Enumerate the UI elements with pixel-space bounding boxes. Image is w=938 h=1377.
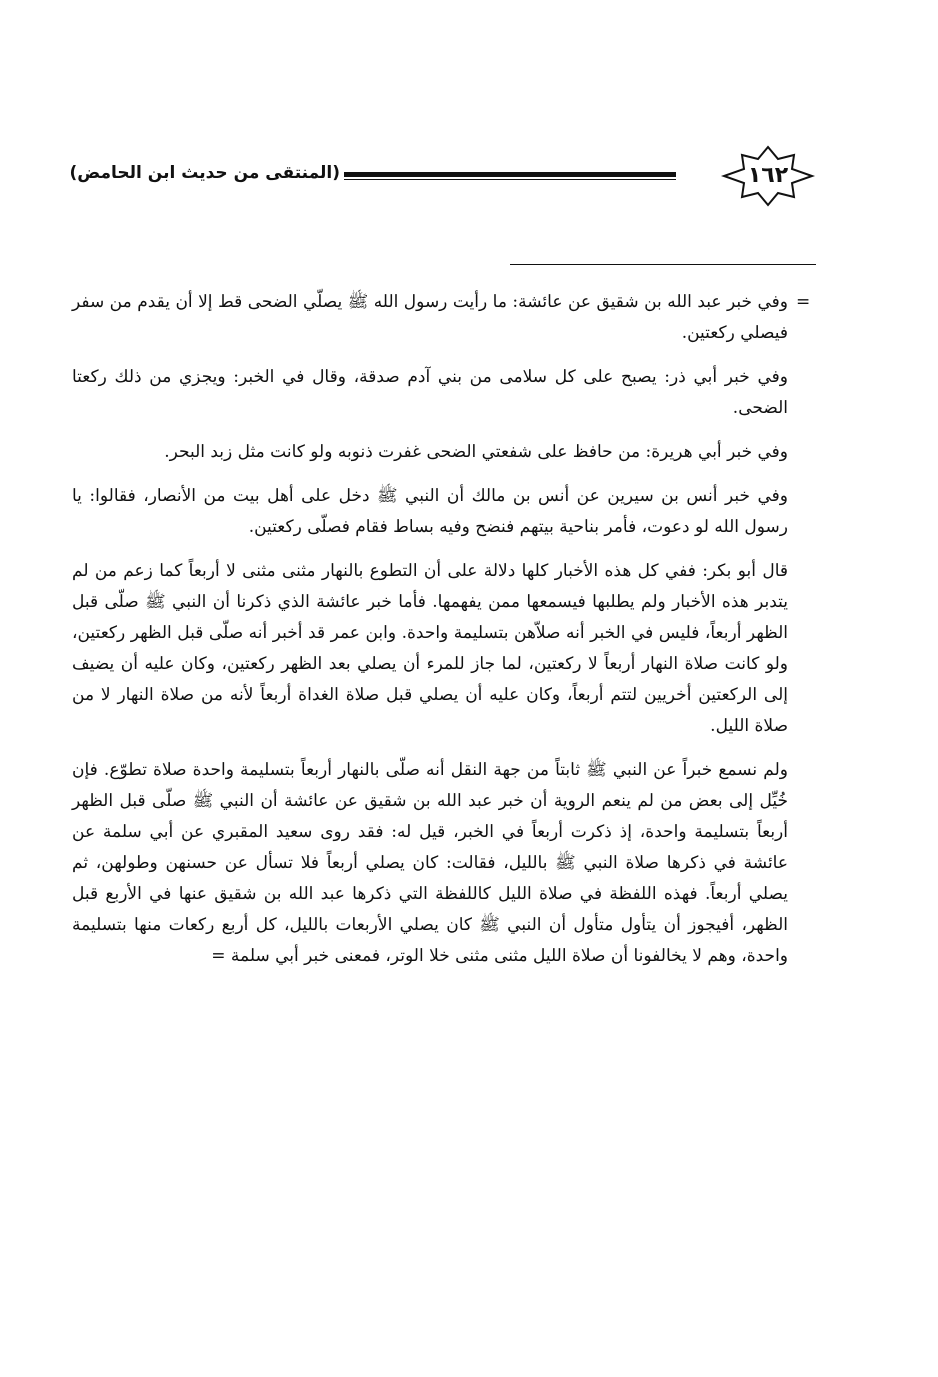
paragraph: وفي خبر أنس بن سيرين عن أنس بن مالك أن النبي ﷺ دخل على أهل بيت من الأنصار، فقالوا: يا رسول الله لو دعوت، فأمر بناحية بيتهم فنضح وفيه بساط فقام فصلّى ركعتين. [72, 486, 788, 537]
page-number: ١٦٢ [747, 163, 789, 188]
page-number-badge [720, 145, 816, 207]
paragraph: وفي خبر أبي هريرة: من حافظ على شفعتي الضحى غفرت ذنوبه ولو كانت مثل زبد البحر. [164, 442, 788, 462]
paragraph: وفي خبر أبي ذر: يصبح على كل سلامى من بني آدم صدقة، وقال في الخبر: ويجزي من ذلك ركعتا الضحى. [72, 367, 788, 418]
paragraph: ولم نسمع خبراً عن النبي ﷺ ثابتاً من جهة النقل أنه صلّى بالنهار أربعاً بتسليمة واحدة صلاة تطوّع. فإن خُيِّل إلى بعض من لم ينعم الروية أن خبر عبد الله بن شقيق عن عائشة أن النبي ﷺ صلّى قبل الظهر أربعاً بتسليمة واحدة، إذ ذكرت أربعاً في الخبر، قيل له: فقد روى سعيد المقبري عن أبي سلمة عن عائشة في ذكرها صلاة النبي ﷺ بالليل، فقالت: كان يصلي أربعاً فلا تسأل عن حسنهن وطولهن، ثم يصلي أربعاً. فهذه اللفظة في صلاة الليل كاللفظة التي ذكرها عبد الله بن شقيق عنها في الأربع قبل الظهر، أفيجوز أن يتأول متأول أن النبي ﷺ كان يصلي الأربعات بالليل، كل أربع ركعات منها بتسليمة واحدة، وهم لا يخالفونا أن صلاة الليل مثنى مثنى خلا الوتر، فمعنى خبر أبي سلمة = [72, 760, 788, 966]
continuation-mark-start: = [796, 292, 811, 312]
body-text [72, 287, 788, 985]
paragraph: قال أبو بكر: ففي كل هذه الأخبار كلها دلالة على أن التطوع بالنهار مثنى مثنى لا أربعاً كما زعم من لم يتدبر هذه الأخبار ولم يطلبها فيسمعها ممن يفهمها. فأما خبر عائشة الذي ذكرنا أن النبي ﷺ صلّى قبل الظهر أربعاً، فليس في الخبر أنه صلاّهن بتسليمة واحدة. وابن عمر قد أخبر أنه صلّى قبل الظهر ركعتين، ولو كانت صلاة النهار أربعاً لا ركعتين، لما جاز للمرء أن يصلي بعد الظهر ركعتين، وكان عليه أن يضيف إلى الركعتين أخريين لتتم أربعاً، وكان عليه أن يصلي قبل صلاة الغداة أربعاً لأنه من صلاة النهار لا من صلاة الليل. [72, 561, 788, 736]
page-header [60, 145, 830, 207]
header-rule-thick [344, 172, 676, 177]
header-rule-thin [344, 179, 676, 180]
paragraph: وفي خبر عبد الله بن شقيق عن عائشة: ما رأيت رسول الله ﷺ يصلّي الضحى قط إلا أن يقدم من سفر فيصلي ركعتين. [72, 292, 788, 343]
footnote-separator-rule [510, 264, 816, 265]
book-title: (المنتقى من حديث ابن الحامض) [69, 163, 340, 183]
